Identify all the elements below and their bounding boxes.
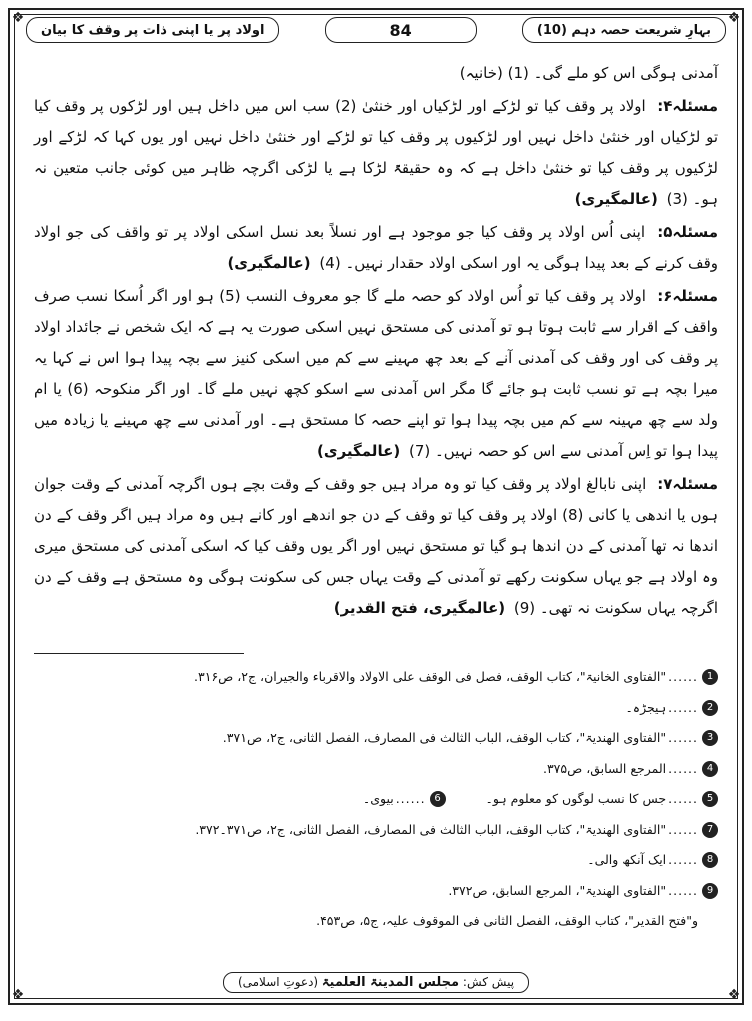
publisher-name: مجلس المدینۃ العلمیۃ: [321, 975, 460, 990]
intro-paragraph: آمدنی ہوگی اس کو ملے گی۔ (1) (خانیہ): [459, 64, 718, 82]
page-footer: [10, 972, 742, 993]
footnote-text: "الفتاوی الھندیۃ"، المرجع السابق، ص۳۷۲.: [448, 882, 667, 898]
masla-text: اپنی اُس اولاد پر وقف کیا جو موجود ہے اور نسلاً بعد نسل اسکی اولاد پر تو واقف کی جو اولاد وقف کرنے کے بعد پیدا ہوگی یہ اور اسکی اولاد حقدار نہیں۔ (4): [34, 223, 718, 272]
footnote-text: ایک آنکھ والی۔: [587, 852, 667, 867]
masla-source: (عالمگیری، فتح القدیر): [333, 599, 506, 617]
masla-6: [34, 281, 718, 467]
footnote-number: 7: [702, 822, 718, 838]
footnote-text: المرجع السابق، ص۳۷۵.: [542, 760, 667, 776]
footnote-item: 2 ...... ہیجڑہ۔: [34, 693, 718, 724]
masla-source: (عالمگیری): [227, 254, 311, 272]
main-text: [34, 58, 718, 626]
page-header: [26, 16, 726, 44]
corner-ornament-icon: ❖: [727, 987, 741, 1003]
footnote-item: 3 ...... "الفتاوی الھندیۃ"، کتاب الوقف، الباب الثالث فی المصارف، الفصل الثانی، ج۲، ص۳۷۱.: [34, 723, 718, 754]
masla-heading: مسئلہ۵:: [657, 223, 718, 241]
publisher-prefix: پیش کش:: [462, 975, 515, 989]
corner-ornament-icon: ❖: [727, 10, 741, 26]
masla-heading: مسئلہ۶:: [657, 287, 718, 305]
masla-heading: مسئلہ۴:: [657, 97, 718, 115]
masla-source: (عالمگیری): [574, 190, 658, 208]
footnote-text: بیوی۔: [362, 791, 394, 806]
footnote-item: 5 ...... جس کا نسب لوگوں کو معلوم ہو۔ 6 ...... بیوی۔: [34, 784, 718, 815]
publisher-suffix: (دعوتِ اسلامی): [237, 975, 319, 989]
footnote-text: "الفتاوی الھندیۃ"، کتاب الوقف، الباب الثالث فی المصارف، الفصل الثانی، ج۲، ص۳۷۱۔۳۷۲.: [195, 821, 667, 837]
book-title: بہارِ شریعت حصہ دہم (10): [522, 17, 726, 43]
footnote-number: 1: [702, 669, 718, 685]
page-number: 84: [325, 17, 477, 43]
footnote-text: "الفتاوی الخانیۃ"، کتاب الوقف، فصل فی الوقف علی الاولاد والاقرباء والجیران، ج۲، ص۳۱۶.: [194, 669, 667, 684]
masla-7: [34, 469, 718, 624]
corner-ornament-icon: ❖: [11, 987, 25, 1003]
footnote-number: 4: [702, 761, 718, 777]
chapter-title: اولاد پر یا اپنی ذات پر وقف کا بیان: [26, 17, 279, 43]
footnote-number: 3: [702, 730, 718, 746]
masla-4: [34, 91, 718, 215]
masla-source: (عالمگیری): [316, 442, 401, 460]
footnote-item: 1 ...... "الفتاوی الخانیۃ"، کتاب الوقف، فصل فی الوقف علی الاولاد والاقرباء والجیران، ج۲، ص۳۱۶.: [34, 662, 718, 693]
footnote-continuation: و"فتح القدیر"، کتاب الوقف، الفصل الثانی فی الموقوف علیہ، ج۵، ص۴۵۳.: [316, 913, 698, 928]
corner-ornament-icon: ❖: [11, 10, 25, 26]
footnote-number: 6: [430, 791, 446, 807]
footnote-number: 9: [702, 883, 718, 899]
footnote-text: "الفتاوی الھندیۃ"، کتاب الوقف، الباب الثالث فی المصارف، الفصل الثانی، ج۲، ص۳۷۱.: [222, 730, 667, 745]
footnote-number: 8: [702, 852, 718, 868]
footnotes: [34, 662, 718, 937]
footnote-text: ہیجڑہ۔: [625, 699, 667, 715]
footnote-item: 8 ...... ایک آنکھ والی۔: [34, 845, 718, 876]
masla-text: اولاد پر وقف کیا تو اُس اولاد کو حصہ ملے گا جو معروف النسب (5) ہو اور اگر اُسکا نسب صرف واقف کے اقرار سے ثابت ہوتا ہو تو آمدنی کی مستحق نہیں اسکی صورت یہ ہے کہ ایک شخص نے جائداد اولاد پر وقف کی اور وقف کی آمدنی آنے کے بعد چھ مہینے سے کم میں اسکی کنیز سے بچہ پیدا ہوا اس نے کہا یہ میرا بچہ ہے تو نسب ثابت ہو جائے گا مگر اس آمدنی سے اسکو کچھ نہیں ملے گا۔ اور اگر منکوحہ (6) یا ام ولد سے چھ مہینہ سے کم میں بچہ پیدا ہوا تو اپنے حصہ کا مستحق ہے۔ اور آمدنی سے چھ مہینے یا زیادہ میں پیدا ہوا تو اِس آمدنی سے اس کو حصہ نہیں۔ (7): [34, 287, 718, 460]
publisher-box: [223, 972, 529, 993]
masla-text: اپنی نابالغ اولاد پر وقف کیا تو وہ مراد ہیں جو وقف کے وقت بچے ہوں اگرچہ آمدنی کے وقت جوان ہوں یا اندھی یا کانی (8) اولاد پر وقف کیا تو وقف کے دن جو اندھے اور کانے ہیں وہ مراد ہیں اگر وقف کے دن اندھا نہ تھا آمدنی کے دن اندھا ہو گیا تو مستحق نہیں اور اگر یوں وقف کیا کہ اسکی آمدنی کی مستحق میری وہ اولاد ہے جو یہاں سکونت رکھے تو آمدنی کے وقت یہاں جس کی سکونت ہوگی وہ مستحق ہے وقف کے دن اگرچہ یہاں سکونت نہ تھی۔ (9): [34, 475, 718, 617]
footnote-text: جس کا نسب لوگوں کو معلوم ہو۔: [485, 791, 667, 806]
footnote-divider: [34, 653, 244, 654]
masla-text: اولاد پر وقف کیا تو لڑکے اور لڑکیاں اور خنثیٰ (2) سب اس میں داخل ہیں اور لڑکوں پر وقف کیا تو لڑکیاں اور خنثیٰ داخل نہیں اور لڑکیوں پر وقف کیا تو لڑکے اور خنثیٰ داخل نہیں اور یوں کہا کہ لڑکے اور لڑکیوں پر وقف کیا تو خنثیٰ داخل ہے کہ وہ حقیقۃً لڑکا ہے یا لڑکی اگرچہ ظاہر میں کوئی جانب متعین نہ ہو۔ (3): [34, 97, 718, 208]
footnote-number: 2: [702, 700, 718, 716]
footnote-number: 5: [702, 791, 718, 807]
footnote-item: 4 ...... المرجع السابق، ص۳۷۵.: [34, 754, 718, 785]
footnote-item: 7 ...... "الفتاوی الھندیۃ"، کتاب الوقف، الباب الثالث فی المصارف، الفصل الثانی، ج۲، ص۳۷۱۔۳۷۲.: [34, 815, 718, 846]
masla-heading: مسئلہ۷:: [657, 475, 718, 493]
page-frame: [8, 8, 744, 1005]
masla-5: [34, 217, 718, 279]
footnote-item: 9 ...... "الفتاوی الھندیۃ"، المرجع السابق، ص۳۷۲.: [34, 876, 718, 907]
